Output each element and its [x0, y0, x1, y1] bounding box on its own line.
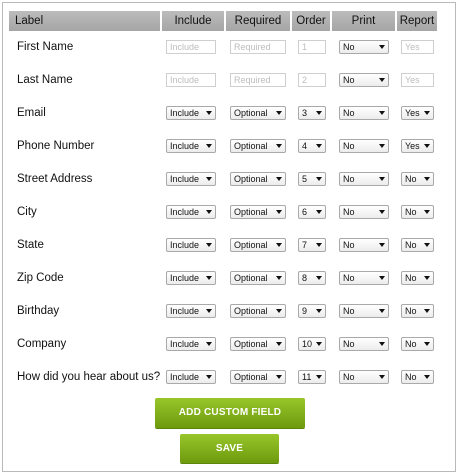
include-select[interactable] — [166, 271, 216, 285]
order-select-value: 5 — [302, 174, 308, 184]
field-label: State — [17, 239, 44, 251]
required-select[interactable] — [230, 106, 286, 120]
required-select[interactable] — [230, 238, 286, 252]
chevron-down-icon — [316, 276, 322, 280]
include-select-value: Include — [170, 141, 200, 151]
order-select[interactable] — [298, 304, 326, 318]
report-select[interactable] — [401, 304, 434, 318]
column-header-label: Label — [9, 11, 160, 31]
report-select-value: No — [405, 240, 417, 250]
print-select[interactable] — [339, 73, 389, 87]
chevron-down-icon — [424, 243, 430, 247]
order-select[interactable] — [298, 139, 326, 153]
field-label: Street Address — [17, 173, 93, 185]
report-select-value: No — [405, 306, 417, 316]
print-select-value: No — [343, 306, 355, 316]
chevron-down-icon — [276, 309, 282, 313]
chevron-down-icon — [379, 144, 385, 148]
chevron-down-icon — [276, 111, 282, 115]
chevron-down-icon — [316, 309, 322, 313]
required-select[interactable] — [230, 172, 286, 186]
report-select[interactable] — [401, 370, 434, 384]
print-select-value: No — [343, 108, 355, 118]
include-select-value: Include — [170, 339, 200, 349]
print-select[interactable] — [339, 337, 389, 351]
order-select-value: 7 — [302, 240, 308, 250]
required-select-value: Optional — [234, 339, 268, 349]
required-select[interactable] — [230, 139, 286, 153]
required-select-value: Optional — [234, 306, 268, 316]
chevron-down-icon — [424, 210, 430, 214]
include-select-value: Include — [170, 207, 200, 217]
required-select: Required — [230, 73, 286, 87]
required-select-value: Optional — [234, 141, 268, 151]
report-select: Yes — [401, 73, 434, 87]
print-select[interactable] — [339, 238, 389, 252]
chevron-down-icon — [379, 45, 385, 49]
chevron-down-icon — [276, 243, 282, 247]
chevron-down-icon — [424, 144, 430, 148]
chevron-down-icon — [379, 375, 385, 379]
required-select[interactable] — [230, 205, 286, 219]
chevron-down-icon — [316, 210, 322, 214]
print-select[interactable] — [339, 139, 389, 153]
column-header-include: Include — [162, 11, 224, 31]
report-select[interactable] — [401, 205, 434, 219]
chevron-down-icon — [276, 177, 282, 181]
report-select[interactable] — [401, 337, 434, 351]
chevron-down-icon — [379, 111, 385, 115]
report-select-value: Yes — [405, 141, 420, 151]
include-select[interactable] — [166, 205, 216, 219]
chevron-down-icon — [206, 177, 212, 181]
print-select-value: No — [343, 372, 355, 382]
required-select-value: Optional — [234, 108, 268, 118]
chevron-down-icon — [316, 342, 322, 346]
save-button[interactable]: SAVE — [180, 434, 279, 463]
column-header-required: Required — [226, 11, 290, 31]
field-label: Zip Code — [17, 272, 64, 284]
order-select-value: 10 — [302, 339, 313, 349]
required-select[interactable] — [230, 304, 286, 318]
report-select[interactable] — [401, 238, 434, 252]
chevron-down-icon — [206, 111, 212, 115]
print-select-value: No — [343, 339, 355, 349]
field-label: How did you hear about us? — [17, 371, 161, 383]
report-select-value: No — [405, 339, 417, 349]
report-select-value: No — [405, 273, 417, 283]
report-select-value: No — [405, 207, 417, 217]
print-select[interactable] — [339, 106, 389, 120]
field-label: Last Name — [17, 74, 73, 86]
required-select[interactable] — [230, 271, 286, 285]
required-select-value: Optional — [234, 273, 268, 283]
include-select-value: Include — [170, 240, 200, 250]
print-select[interactable] — [339, 172, 389, 186]
chevron-down-icon — [276, 342, 282, 346]
print-select[interactable] — [339, 271, 389, 285]
order-select: 2 — [298, 73, 326, 87]
print-select[interactable] — [339, 205, 389, 219]
field-label: First Name — [17, 41, 74, 53]
print-select-value: No — [343, 174, 355, 184]
report-select-value: Yes — [405, 108, 420, 118]
chevron-down-icon — [206, 243, 212, 247]
order-select: 1 — [298, 40, 326, 54]
print-select-value: No — [343, 240, 355, 250]
chevron-down-icon — [276, 210, 282, 214]
report-select-value: No — [405, 372, 417, 382]
chevron-down-icon — [276, 144, 282, 148]
chevron-down-icon — [379, 78, 385, 82]
chevron-down-icon — [316, 111, 322, 115]
order-select[interactable] — [298, 106, 326, 120]
order-select[interactable] — [298, 238, 326, 252]
field-label: Company — [17, 338, 67, 350]
print-select[interactable] — [339, 304, 389, 318]
field-label: Birthday — [17, 305, 60, 317]
required-select[interactable] — [230, 370, 286, 384]
required-select-value: Optional — [234, 372, 268, 382]
include-select-value: Include — [170, 306, 200, 316]
chevron-down-icon — [276, 375, 282, 379]
include-select-value: Include — [170, 108, 200, 118]
print-select[interactable] — [339, 40, 389, 54]
include-select: Include — [166, 40, 216, 54]
include-select[interactable] — [166, 337, 216, 351]
include-select-value: Include — [170, 174, 200, 184]
include-select-value: Include — [170, 273, 200, 283]
chevron-down-icon — [379, 342, 385, 346]
required-select[interactable] — [230, 337, 286, 351]
report-select: Yes — [401, 40, 434, 54]
chevron-down-icon — [424, 276, 430, 280]
include-select-value: Include — [170, 372, 200, 382]
chevron-down-icon — [206, 144, 212, 148]
print-select-value: No — [343, 141, 355, 151]
include-select: Include — [166, 73, 216, 87]
order-select-value: 3 — [302, 108, 308, 118]
chevron-down-icon — [379, 243, 385, 247]
chevron-down-icon — [316, 177, 322, 181]
chevron-down-icon — [316, 375, 322, 379]
required-select-value: Optional — [234, 174, 268, 184]
chevron-down-icon — [206, 342, 212, 346]
chevron-down-icon — [379, 210, 385, 214]
chevron-down-icon — [379, 177, 385, 181]
report-select[interactable] — [401, 271, 434, 285]
print-select-value: No — [343, 273, 355, 283]
chevron-down-icon — [276, 276, 282, 280]
chevron-down-icon — [379, 309, 385, 313]
order-select[interactable] — [298, 271, 326, 285]
print-select-value: No — [343, 42, 355, 52]
add-custom-field-button[interactable]: ADD CUSTOM FIELD — [155, 398, 305, 428]
chevron-down-icon — [206, 375, 212, 379]
chevron-down-icon — [316, 243, 322, 247]
order-select-value: 6 — [302, 207, 308, 217]
order-select-value: 9 — [302, 306, 308, 316]
report-select[interactable] — [401, 106, 434, 120]
include-select[interactable] — [166, 106, 216, 120]
required-select-value: Optional — [234, 240, 268, 250]
chevron-down-icon — [424, 309, 430, 313]
chevron-down-icon — [424, 375, 430, 379]
order-select[interactable] — [298, 205, 326, 219]
order-select[interactable] — [298, 172, 326, 186]
include-select[interactable] — [166, 139, 216, 153]
include-select[interactable] — [166, 238, 216, 252]
chevron-down-icon — [424, 177, 430, 181]
field-label: Phone Number — [17, 140, 95, 152]
chevron-down-icon — [316, 144, 322, 148]
print-select-value: No — [343, 207, 355, 217]
form-fields-panel — [2, 2, 456, 472]
chevron-down-icon — [206, 210, 212, 214]
include-select[interactable] — [166, 370, 216, 384]
report-select[interactable] — [401, 172, 434, 186]
order-select[interactable] — [298, 370, 326, 384]
order-select-value: 11 — [302, 372, 312, 382]
required-select-value: Optional — [234, 207, 268, 217]
report-select[interactable] — [401, 139, 434, 153]
field-label: Email — [17, 107, 46, 119]
print-select-value: No — [343, 75, 355, 85]
order-select[interactable] — [298, 337, 326, 351]
column-header-print: Print — [332, 11, 395, 31]
report-select-value: No — [405, 174, 417, 184]
chevron-down-icon — [379, 276, 385, 280]
print-select[interactable] — [339, 370, 389, 384]
column-header-report: Report — [397, 11, 437, 31]
chevron-down-icon — [206, 309, 212, 313]
chevron-down-icon — [424, 111, 430, 115]
chevron-down-icon — [206, 276, 212, 280]
order-select-value: 4 — [302, 141, 308, 151]
order-select-value: 8 — [302, 273, 308, 283]
include-select[interactable] — [166, 304, 216, 318]
field-label: City — [17, 206, 37, 218]
column-header-order: Order — [292, 11, 330, 31]
include-select[interactable] — [166, 172, 216, 186]
required-select: Required — [230, 40, 286, 54]
chevron-down-icon — [424, 342, 430, 346]
